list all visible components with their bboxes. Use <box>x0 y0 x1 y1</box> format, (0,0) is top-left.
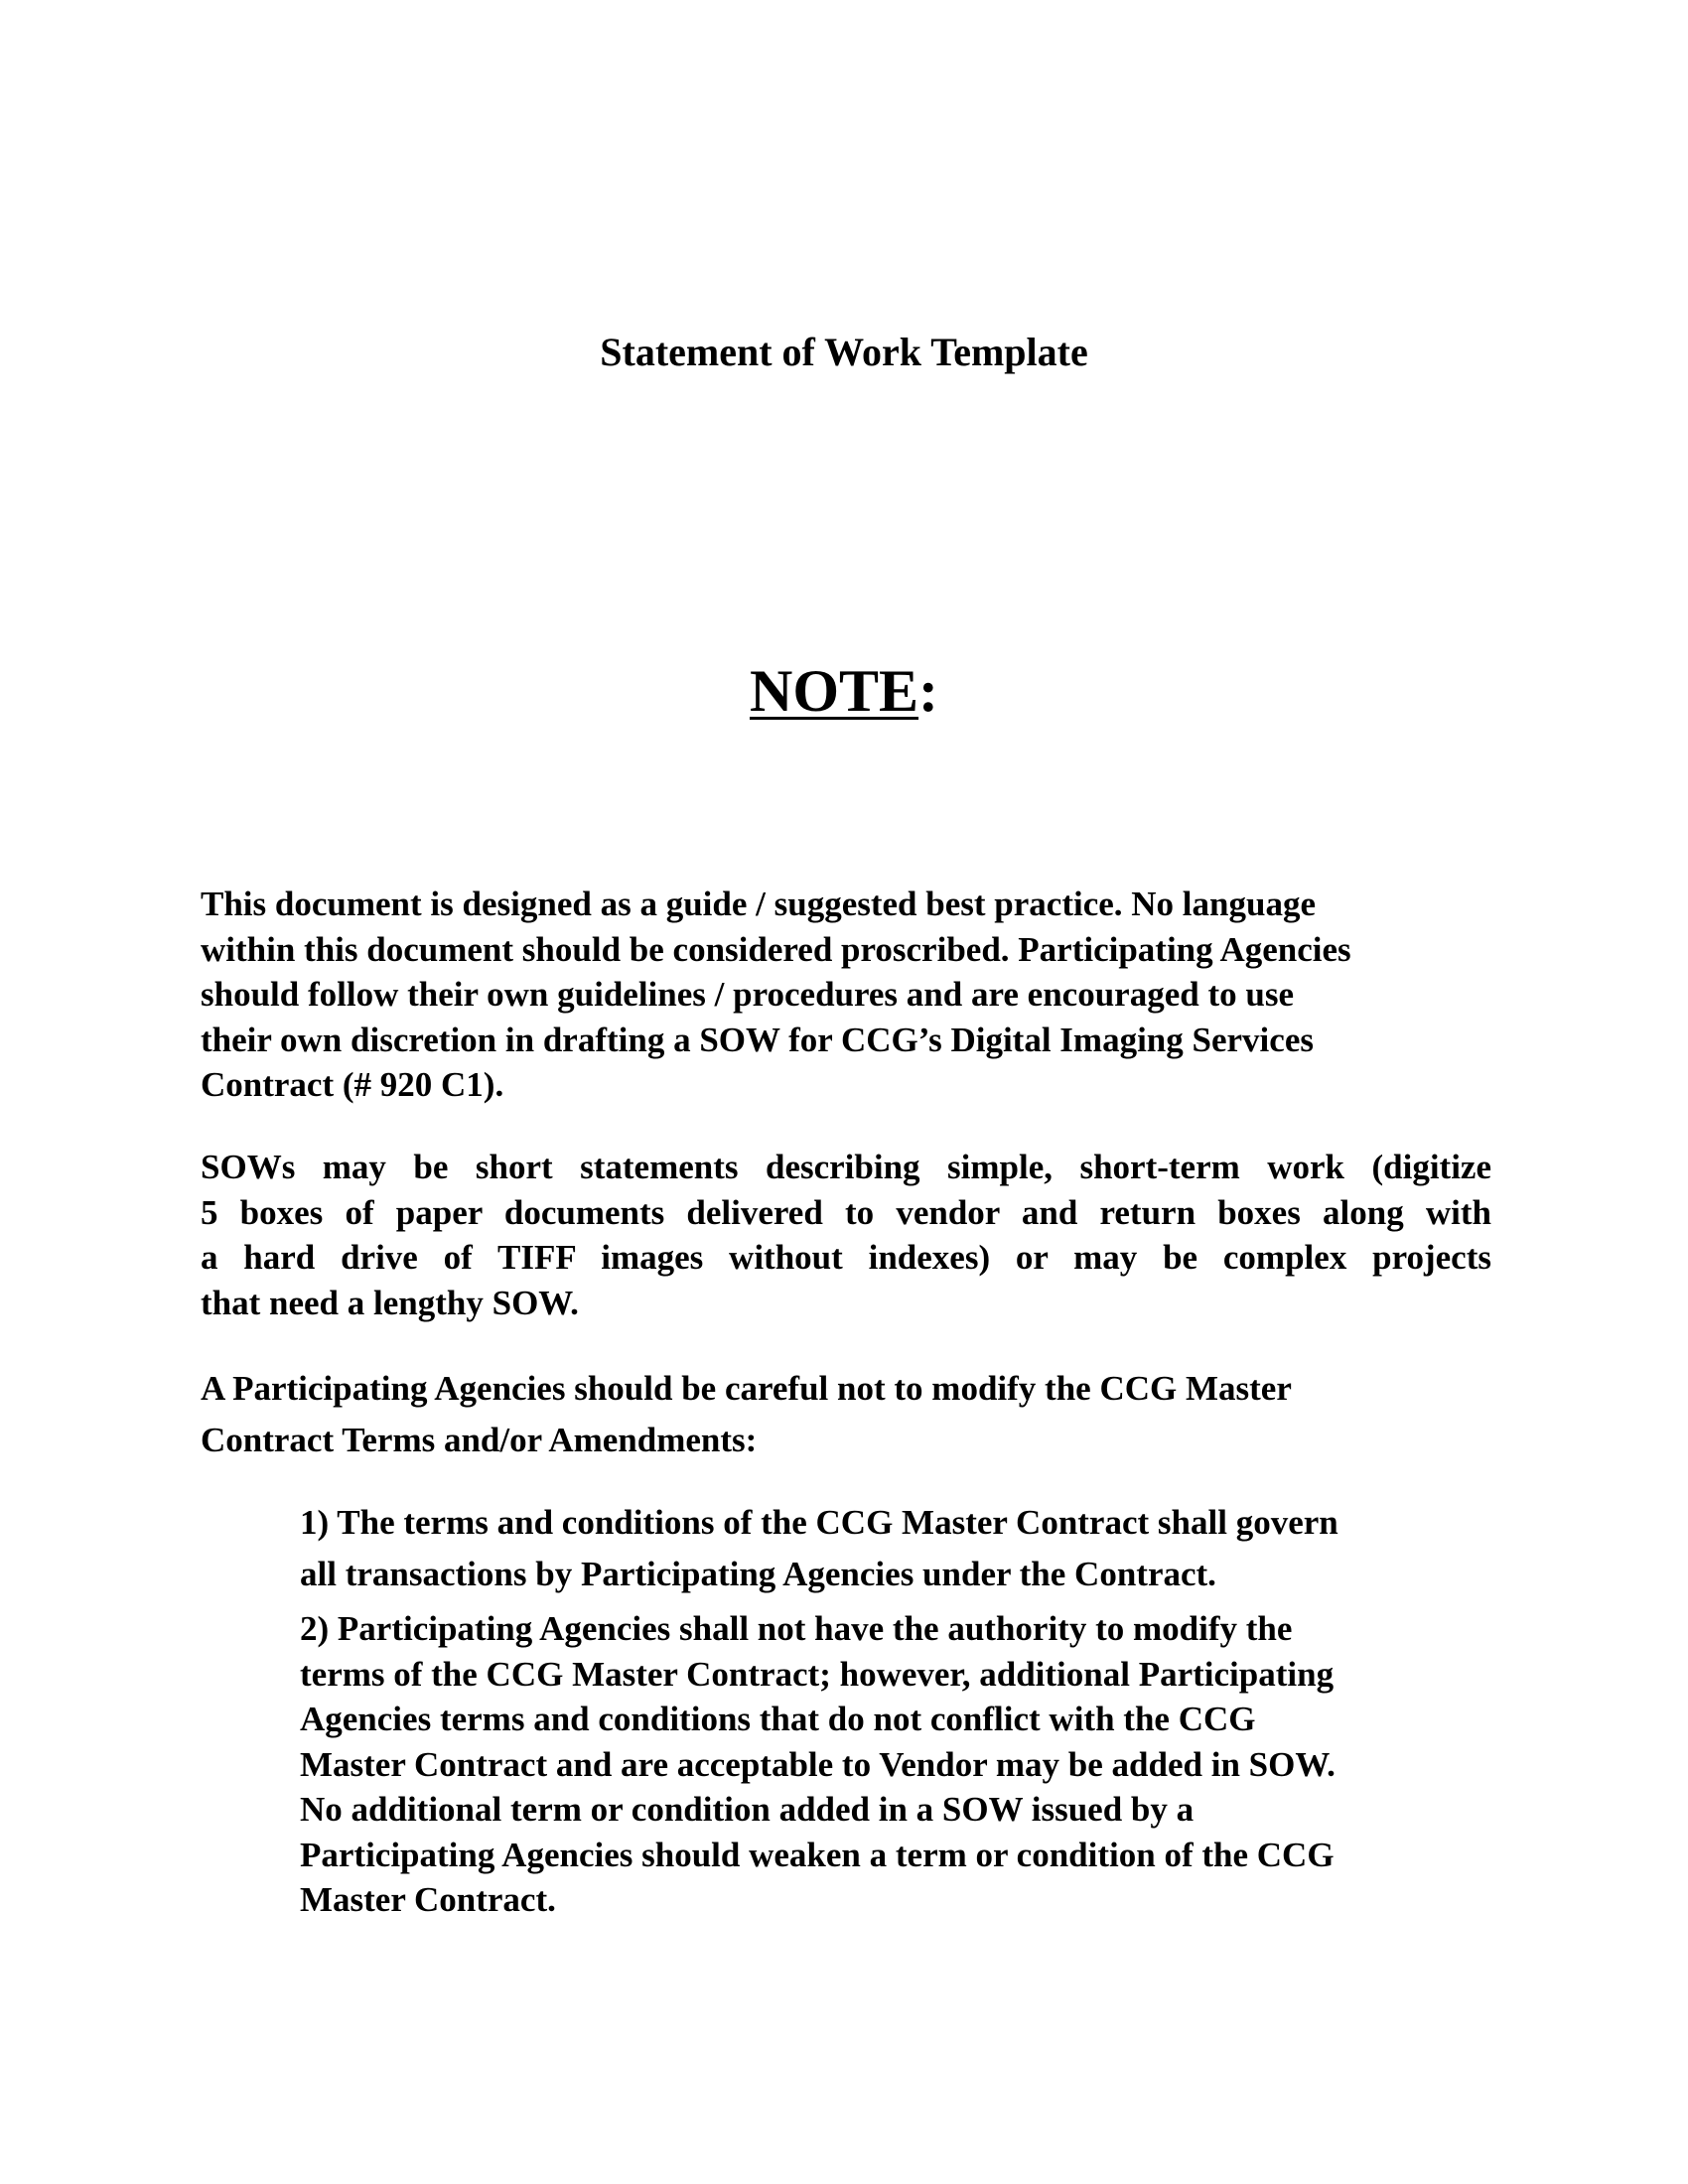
list-item-line: Master Contract. <box>300 1880 556 1919</box>
paragraph-line: that need a lengthy SOW. <box>201 1283 579 1322</box>
list-item-line: Agencies terms and conditions that do not conflict with the CCG <box>300 1700 1256 1738</box>
paragraph-line: their own discretion in drafting a SOW for CCG’s Digital Imaging Services <box>201 1020 1314 1059</box>
paragraph-line: a hard drive of TIFF images without indexes) or may be complex projects <box>201 1238 1491 1277</box>
paragraph-line: This document is designed as a guide / suggested best practice. No language <box>201 885 1316 923</box>
paragraph-line: A Participating Agencies should be careful not to modify the CCG Master <box>201 1369 1292 1408</box>
note-heading-text: NOTE <box>749 658 919 724</box>
list-item-line: No additional term or condition added in a SOW issued by a <box>300 1790 1195 1829</box>
list-item-line: Participating Agencies should weaken a term or condition of the CCG <box>300 1835 1335 1874</box>
paragraph-line: within this document should be considered proscribed. Participating Agencies <box>201 929 1351 969</box>
disclaimer-paragraph <box>201 882 1491 1108</box>
note-heading-colon: : <box>918 658 939 724</box>
paragraph-line: SOWs may be short statements describing simple, short-term work (digitize <box>201 1148 1491 1186</box>
list-item-line: 1) The terms and conditions of the CCG Master Contract shall govern <box>300 1503 1338 1542</box>
list-item-line: 2) Participating Agencies shall not have the authority to modify the <box>300 1609 1293 1648</box>
page-title: Statement of Work Template <box>600 330 1088 374</box>
list-item-line: Master Contract and are acceptable to Vendor may be added in SOW. <box>300 1744 1336 1784</box>
sow-scope-paragraph <box>201 1145 1491 1325</box>
paragraph-line: Contract Terms and/or Amendments: <box>201 1421 758 1459</box>
list-item-line: terms of the CCG Master Contract; however, additional Participating <box>300 1654 1335 1694</box>
paragraph-line: should follow their own guidelines / procedures and are encouraged to use <box>201 975 1294 1014</box>
list-item-line: all transactions by Participating Agencies under the Contract. <box>300 1555 1216 1593</box>
caution-paragraph <box>201 1363 1491 1466</box>
note-heading <box>0 655 1688 727</box>
list-item <box>300 1606 1491 1923</box>
list-item <box>300 1497 1491 1600</box>
paragraph-line: Contract (# 920 C1). <box>201 1065 504 1104</box>
paragraph-line: 5 boxes of paper documents delivered to vendor and return boxes along with <box>201 1192 1491 1232</box>
